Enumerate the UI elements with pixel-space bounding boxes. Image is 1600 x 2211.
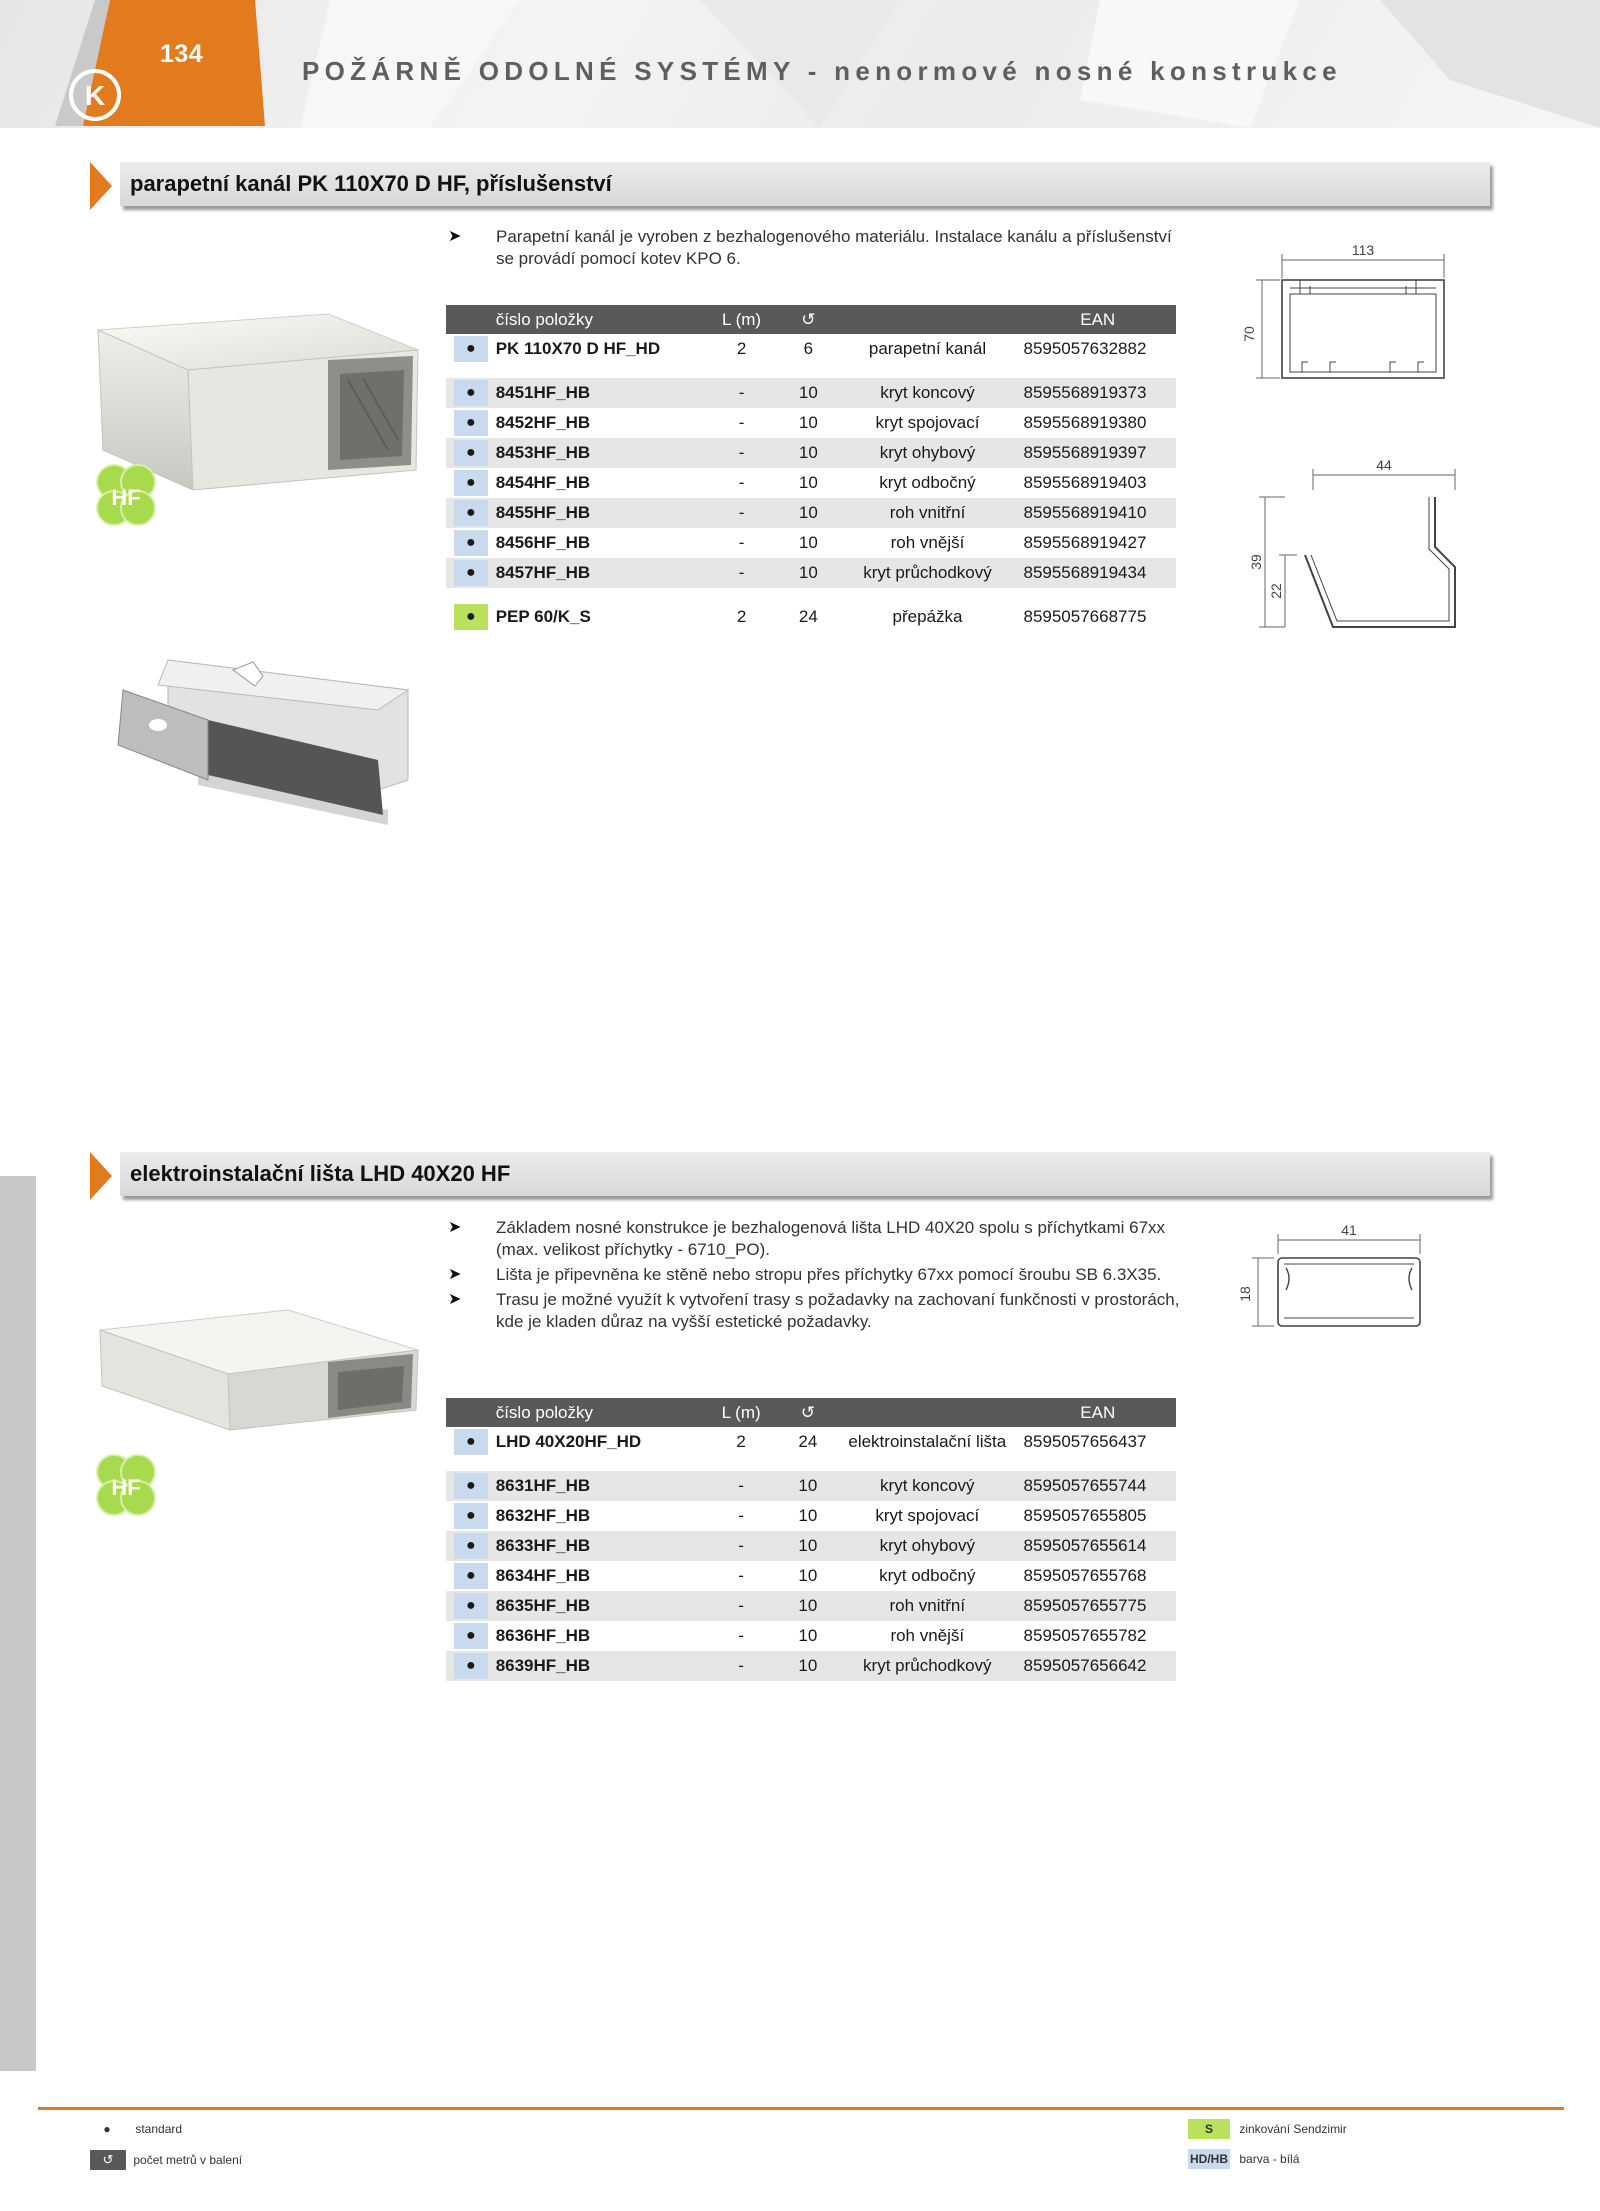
- page-number: 134: [160, 40, 204, 68]
- standard-dot-icon: ●: [454, 1503, 488, 1529]
- reel-icon: ↺: [90, 2150, 126, 2170]
- standard-dot-icon: ●: [454, 1473, 488, 1499]
- partition-cross-section-drawing: [1245, 455, 1475, 640]
- dim-width-label: 44: [1376, 457, 1392, 473]
- galvanized-code: S: [1188, 2119, 1230, 2139]
- table-row: ● 8457HF_HB - 10 kryt průchodkový 8595568919434: [446, 558, 1176, 588]
- color-code: HD/HB: [1188, 2149, 1230, 2169]
- table-row: ● 8455HF_HB - 10 roh vnitřní 8595568919410: [446, 498, 1176, 528]
- table-row: ● 8452HF_HB - 10 kryt spojovací 8595568919380: [446, 408, 1176, 438]
- galvanized-dot-icon: ●: [454, 604, 488, 630]
- reel-icon: ↺: [781, 1398, 835, 1427]
- bullet-arrow-icon: ➤: [448, 228, 462, 245]
- section-arrow-icon: [90, 162, 112, 210]
- standard-dot-icon: ●: [454, 560, 488, 586]
- cable-trunking-image: [88, 1300, 428, 1470]
- bullet-item: ➤ Lišta je připevněna ke stěně nebo stropu přes příchytky 67xx pomocí šroubu SB 6.3X35.: [448, 1265, 1162, 1284]
- legend-galvanized: S zinkování Sendzimir: [1188, 2119, 1347, 2139]
- table-row: ● 8453HF_HB - 10 kryt ohybový 8595568919397: [446, 438, 1176, 468]
- standard-dot-icon: ●: [454, 380, 488, 406]
- product-table-1: [446, 305, 1176, 632]
- table-header: číslo položky L (m) ↺ EAN: [446, 1398, 1176, 1427]
- table-row: ● 8631HF_HB - 10 kryt koncový 8595057655744: [446, 1471, 1176, 1501]
- logo-icon: [68, 68, 122, 122]
- table-row: ● 8454HF_HB - 10 kryt odbočný 8595568919403: [446, 468, 1176, 498]
- bullet-item: ➤ Trasu je možné využít k vytvoření trasy s požadavky na zachovaní funkčnosti v prostorách, kde je kladen důraz na vyšší estetické požadavky.: [448, 1290, 1180, 1331]
- dim-inner-label: 22: [1268, 583, 1284, 599]
- hf-badge-text: HF: [111, 485, 141, 510]
- table-row: ● PK 110X70 D HF_HD 2 6 parapetní kanál 8595057632882: [446, 334, 1176, 364]
- left-side-bar: [0, 1176, 36, 2071]
- bullet-item: ➤ Parapetní kanál je vyroben z bezhalogenového materiálu. Instalace kanálu a příslušenství se provádí pomocí kotev KPO 6.: [448, 227, 1172, 268]
- standard-dot-icon: ●: [454, 470, 488, 496]
- bullet-arrow-icon: ➤: [448, 1219, 462, 1236]
- page-title: POŽÁRNĚ ODOLNÉ SYSTÉMY - nenormové nosné konstrukce: [302, 56, 1342, 86]
- product-table-2: [446, 1398, 1176, 1681]
- hf-badge-text: HF: [111, 1475, 141, 1500]
- reel-icon: ↺: [781, 305, 835, 334]
- table-row: ● 8636HF_HB - 10 roh vnější 8595057655782: [446, 1621, 1176, 1651]
- legend-standard: ● standard: [96, 2122, 182, 2136]
- dim-height-label: 39: [1248, 554, 1264, 570]
- standard-dot-icon: ●: [454, 1653, 488, 1679]
- standard-dot-icon: ●: [454, 440, 488, 466]
- dim-height-label: 70: [1241, 326, 1257, 342]
- table-row: ● 8451HF_HB - 10 kryt koncový 8595568919373: [446, 378, 1176, 408]
- table-header: číslo položky L (m) ↺ EAN: [446, 305, 1176, 334]
- table-row: ● LHD 40X20HF_HD 2 24 elektroinstalační lišta 8595057656437: [446, 1427, 1176, 1457]
- table-row: ● 8639HF_HB - 10 kryt průchodkový 8595057656642: [446, 1651, 1176, 1681]
- channel-cross-section-drawing: [1240, 238, 1470, 388]
- legend-color: HD/HB barva - bílá: [1188, 2149, 1299, 2169]
- hf-badge-icon: [90, 460, 162, 532]
- standard-dot-icon: ●: [454, 1533, 488, 1559]
- standard-dot-icon: ●: [454, 1563, 488, 1589]
- bullet-arrow-icon: ➤: [448, 1266, 462, 1283]
- standard-dot-icon: ●: [454, 500, 488, 526]
- standard-dot-icon: ●: [103, 2122, 111, 2136]
- standard-dot-icon: ●: [454, 1429, 488, 1455]
- table-row: ● 8634HF_HB - 10 kryt odbočný 8595057655768: [446, 1561, 1176, 1591]
- section-arrow-icon: [90, 1152, 112, 1200]
- bullet-arrow-icon: ➤: [448, 1291, 462, 1308]
- section-header-1: [90, 162, 1490, 208]
- hf-badge-icon: [90, 1450, 162, 1522]
- logo-letter: K: [84, 80, 106, 111]
- standard-dot-icon: ●: [454, 530, 488, 556]
- section1-bullets: [448, 226, 1188, 273]
- footer-divider: [38, 2107, 1564, 2110]
- section2-bullets: [448, 1217, 1188, 1336]
- table-row: ● PEP 60/K_S 2 24 přepážka 8595057668775: [446, 602, 1176, 632]
- dim-width-label: 113: [1351, 242, 1375, 258]
- table-row: ● 8633HF_HB - 10 kryt ohybový 8595057655614: [446, 1531, 1176, 1561]
- section-title-1: parapetní kanál PK 110X70 D HF, příslušenství: [130, 171, 612, 196]
- standard-dot-icon: ●: [454, 1593, 488, 1619]
- trunking-cross-section-drawing: [1230, 1218, 1430, 1338]
- dim-width-label: 41: [1341, 1222, 1357, 1238]
- table-row: ● 8456HF_HB - 10 roh vnější 8595568919427: [446, 528, 1176, 558]
- dim-height-label: 18: [1237, 1286, 1253, 1302]
- section-header-2: [90, 1152, 1490, 1198]
- standard-dot-icon: ●: [454, 410, 488, 436]
- legend-meters: ↺ počet metrů v balení: [90, 2150, 242, 2170]
- table-row: ● 8635HF_HB - 10 roh vnitřní 8595057655775: [446, 1591, 1176, 1621]
- standard-dot-icon: ●: [454, 336, 488, 362]
- standard-dot-icon: ●: [454, 1623, 488, 1649]
- table-row: ● 8632HF_HB - 10 kryt spojovací 8595057655805: [446, 1501, 1176, 1531]
- bullet-item: ➤ Základem nosné konstrukce je bezhalogenová lišta LHD 40X20 spolu s příchytkami 67xx (max. velikost příchytky - 6710_PO).: [448, 1218, 1166, 1259]
- partition-image: [88, 650, 428, 870]
- section-title-2: elektroinstalační lišta LHD 40X20 HF: [130, 1161, 511, 1186]
